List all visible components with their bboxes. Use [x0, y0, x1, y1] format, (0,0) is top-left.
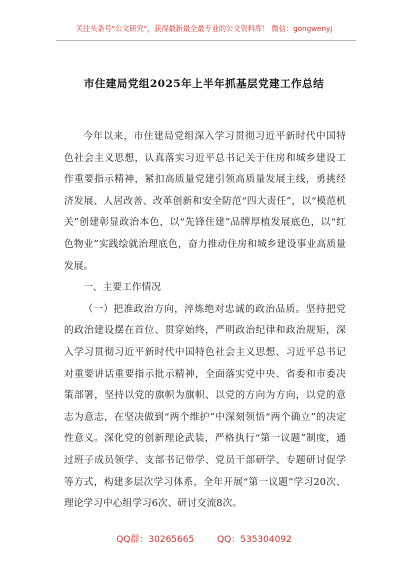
- section-heading: 一、主要工作情况: [83, 282, 162, 294]
- qq-group-number: QQ群：30265665: [116, 535, 195, 545]
- intro-paragraph: 今年以来，市住建局党组深入学习贯彻习近平新时代中国特色社会主义思想，认真落实习近平总书记关于住房和城乡建设工作重要指示精神，紧扣高质量党建引领高质量发展主线，勇挑经济发展、人居改善、改革创新和安全防范“四大责任”，以“模范机关”创建彰显政治本色，以“先锋住建”品牌厚植发展底色，以“红色物业”实践绘就治理底色，奋力推动住房和城乡建设事业高质量发展。: [64, 131, 346, 272]
- document-body: [64, 126, 346, 515]
- qq-number: QQ：535304092: [217, 535, 292, 545]
- body-paragraph: （一）把准政治方向，淬炼绝对忠诚的政治品质。坚持把党的政治建设摆在首位、贯穿始终，严明政治纪律和政治规矩，深入学习贯彻习近平新时代中国特色社会主义思想、习近平总书记对重要讲话重要指示批示精神，全面落实党中央、省委和市委决策部署，坚持以党的旗帜为旗帜、以党的方向为方向，以党的意志为意志，在坚决做到“两个维护”中深刻领悟“两个确立”的决定性意义。深化党的创新理论武装，严格执行“第一议题”制度，通过班子成员领学、支部书记带学、党员干部研学、专题研讨促学等方式，构建多层次学习体系，全年开展“第一议题”学习20次、理论学习中心组学习6次、研讨交流8次。: [64, 303, 346, 510]
- footer-contact: [0, 532, 408, 545]
- header-banner: 关注头条号"公文研究"，获得最新最全最专业的公文资料库！ 微信：gongwenyj: [75, 24, 333, 33]
- header-divider: [56, 40, 356, 41]
- document-title: 市住建局党组2025年上半年抓基层党建工作总结: [83, 78, 325, 90]
